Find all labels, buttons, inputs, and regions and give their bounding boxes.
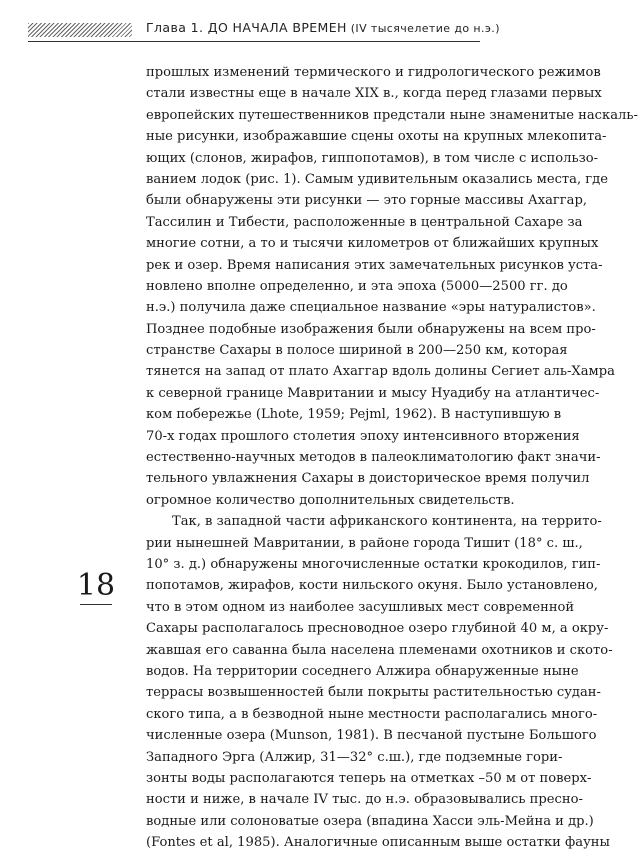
- header-subtitle: (IV тысячелетие до н.э.): [346, 22, 500, 35]
- text-line: (Fontes et al, 1985). Аналогичные описанным выше остатки фауны: [146, 835, 610, 851]
- text-line: европейских путешественников предстали ныне знаменитые наскаль-: [146, 107, 638, 123]
- text-line: н.э.) получила даже специальное название «эры натуралистов».: [146, 300, 596, 316]
- text-line: были обнаружены эти рисунки — это горные массивы Ахаггар,: [146, 193, 587, 209]
- header-chapter: Глава 1. ДО НАЧАЛА ВРЕМЕН: [146, 20, 347, 35]
- text-line: водные или солоноватые озера (впадина Хасси эль-Мейна и др.): [146, 813, 594, 829]
- text-line: 70-х годах прошлого столетия эпоху интенсивного вторжения: [146, 428, 580, 444]
- page-number: 18: [76, 568, 116, 603]
- text-line: Сахары располагалось пресноводное озеро глубиной 40 м, а окру-: [146, 621, 609, 637]
- text-line: ком побережье (Lhote, 1959; Pejml, 1962). В наступившую в: [146, 407, 562, 423]
- text-line: террасы возвышенностей были покрыты растительностью судан-: [146, 685, 601, 701]
- body-text: [146, 62, 638, 853]
- text-line: 10° з. д.) обнаружены многочисленные остатки крокодилов, гип-: [146, 556, 601, 572]
- text-line: ности и ниже, в начале IV тыс. до н.э. образовывались пресно-: [146, 792, 583, 808]
- header-rule: [28, 41, 480, 42]
- text-line-paragraph-end: огромное количество дополнительных свидетельств.: [146, 492, 515, 508]
- text-line: странстве Сахары в полосе шириной в 200—250 км, которая: [146, 343, 568, 359]
- text-line: тельного увлажнения Сахары в доисторическое время получил: [146, 471, 590, 487]
- text-line: жавшая его саванна была населена племенами охотников и ското-: [146, 642, 613, 658]
- text-line: ского типа, а в безводной ныне местности располагались много-: [146, 706, 598, 722]
- text-line: рек и озер. Время написания этих замечательных рисунков уста-: [146, 257, 603, 273]
- text-line: многие сотни, а то и тысячи километров от ближайших крупных: [146, 236, 599, 252]
- text-line: ванием лодок (рис. 1). Самым удивительным оказались места, где: [146, 171, 608, 187]
- header-title: [146, 20, 500, 35]
- header-hatch-decoration: [28, 23, 132, 37]
- text-line: естественно-научных методов в палеоклиматологию факт значи-: [146, 450, 601, 466]
- text-line: новлено вполне определенно, и эта эпоха (5000—2500 гг. до: [146, 278, 568, 294]
- text-line: ющих (слонов, жирафов, гиппопотамов), в том числе с использо-: [146, 150, 599, 166]
- text-line: численные озера (Munson, 1981). В песчаной пустыне Большого: [146, 728, 597, 744]
- text-line: водов. На территории соседнего Алжира обнаруженные ныне: [146, 663, 579, 679]
- text-line: к северной границе Мавритании и мысу Нуадибу на атлантичес-: [146, 385, 600, 401]
- text-line: что в этом одном из наиболее засушливых мест современной: [146, 599, 575, 615]
- text-line: Западного Эрга (Алжир, 31—32° с.ш.), где подземные гори-: [146, 749, 563, 765]
- text-line: стали известны еще в начале XIX в., когда перед глазами первых: [146, 86, 602, 102]
- text-line: Позднее подобные изображения были обнаружены на всем про-: [146, 321, 596, 337]
- text-line: ные рисунки, изображавшие сцены охоты на крупных млекопита-: [146, 129, 607, 145]
- text-line: рии нынешней Мавритании, в районе города Тишит (18° с. ш.,: [146, 535, 583, 551]
- text-line: попотамов, жирафов, кости нильского окуня. Было установлено,: [146, 578, 598, 594]
- text-line: тянется на запад от плато Ахаггар вдоль долины Сегиет аль-Хамра: [146, 364, 615, 380]
- running-header: [0, 20, 600, 44]
- text-line: прошлых изменений термического и гидрологического режимов: [146, 65, 601, 80]
- text-line: зонты воды располагаются теперь на отметках –50 м от поверх-: [146, 770, 592, 786]
- text-line: Тассилин и Тибести, расположенные в центральной Сахаре за: [146, 214, 583, 230]
- text-line-paragraph-start: Так, в западной части африканского континента, на террито-: [172, 514, 602, 530]
- page-number-rule: [80, 604, 112, 605]
